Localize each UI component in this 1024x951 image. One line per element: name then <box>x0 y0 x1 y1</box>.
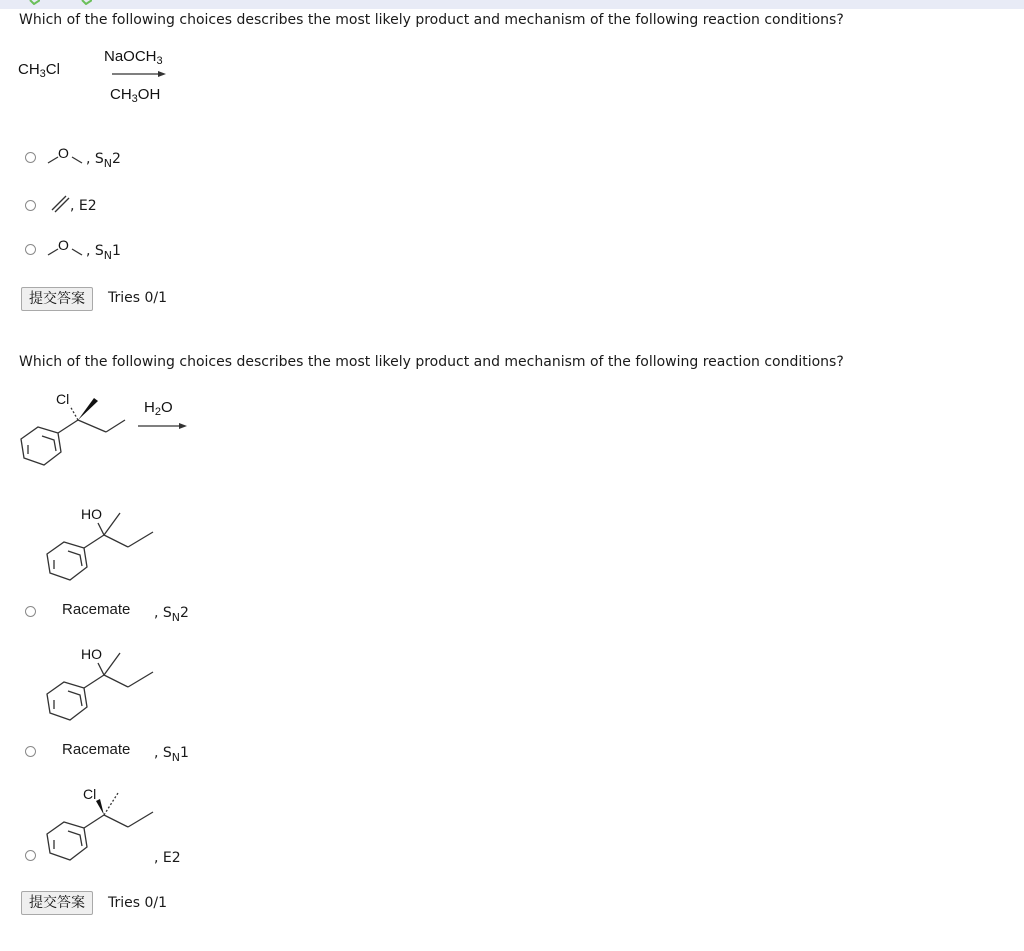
oxygen-label: O <box>58 237 69 253</box>
q2-substrate-structure <box>14 390 144 470</box>
chlorine-label: Cl <box>83 786 97 802</box>
question-2-prompt: Which of the following choices describes the most likely product and mechanism of the following reaction conditions? <box>19 354 844 370</box>
chlorine-label: Cl <box>56 391 70 407</box>
hydroxyl-label: HO <box>81 506 102 522</box>
reaction-arrow-icon <box>110 70 170 78</box>
q1-solvent: $CH_3OH$ <box>110 86 161 105</box>
q2-option-1-label: , $S_N2$ <box>154 605 189 624</box>
q1-option-2-label: , E2 <box>70 198 97 214</box>
q2-option-1-radio[interactable] <box>25 606 36 617</box>
q1-option-3-radio[interactable] <box>25 244 36 255</box>
q2-option-3-structure <box>40 785 170 865</box>
q2-option-2-structure <box>40 645 170 725</box>
q2-submit-button[interactable]: 提交答案 <box>21 891 93 915</box>
q2-option-2-label: , $S_N1$ <box>154 745 189 764</box>
green-check-icon <box>28 0 40 5</box>
q1-option-3-structure <box>46 236 90 260</box>
q2-option-2-racemate: Racemate <box>62 741 131 758</box>
q2-option-3-label: , E2 <box>154 850 181 866</box>
green-check-icon <box>80 0 92 5</box>
top-bar <box>0 0 1024 9</box>
reaction-arrow-icon <box>137 422 189 430</box>
q1-option-1-label: , $S_N2$ <box>86 151 121 170</box>
q1-substrate: $CH_3Cl$ <box>18 61 60 80</box>
q1-submit-button[interactable]: 提交答案 <box>21 287 93 311</box>
q2-reagent: $H_2O$ <box>144 399 173 418</box>
q1-tries-counter: Tries 0/1 <box>108 290 168 306</box>
q2-tries-counter: Tries 0/1 <box>108 895 168 911</box>
question-1-prompt: Which of the following choices describes the most likely product and mechanism of the following reaction conditions? <box>19 12 844 28</box>
q1-option-1-radio[interactable] <box>25 152 36 163</box>
q1-reagent: NaOCH$_3$ <box>104 48 163 67</box>
q2-option-1-racemate: Racemate <box>62 601 131 618</box>
q1-option-1-structure <box>46 144 90 168</box>
q2-option-3-radio[interactable] <box>25 850 36 861</box>
hydroxyl-label: HO <box>81 646 102 662</box>
oxygen-label: O <box>58 145 69 161</box>
q1-option-3-label: , $S_N1$ <box>86 243 121 262</box>
q2-option-1-structure <box>40 505 170 585</box>
q2-option-2-radio[interactable] <box>25 746 36 757</box>
q1-option-2-structure <box>50 194 72 214</box>
q1-option-2-radio[interactable] <box>25 200 36 211</box>
